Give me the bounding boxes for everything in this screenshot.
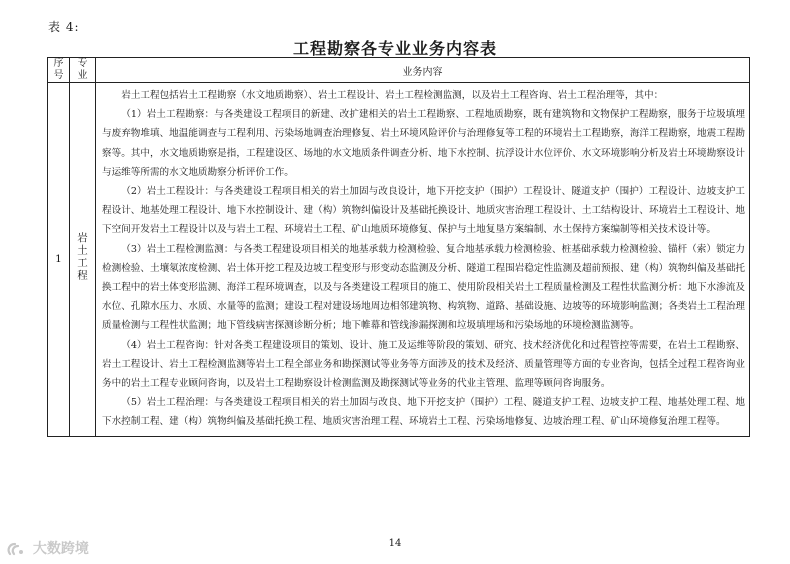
watermark-text: 大数跨境	[32, 541, 89, 557]
table-row	[48, 83, 750, 437]
content-paragraph-monitoring: （3）岩土工程检测监测：与各类工程建设项目相关的地基承载力检测检验、复合地基承载力检测检验、桩基础承载力检测检验、锚杆（索）锁定力检测检验、土壤氡浓度检测、岩土体开挖工程及边坡工程变形与形变动态监测及分析、隧道工程围岩稳定性监测及超前预报、建（构）筑物纠偏及基础托换工程中的岩土体变形监测、海洋工程环境调查，以及与各类建设工程项目的施工、使用阶段相关岩土工程质量检测及工程性状监测分析：地下水渗流及水位、孔隙水压力、水质、水量等的监测；建设工程对建设场地周边相邻建筑物、构筑物、道路、基础设施、边坡等的环境影响监测；各类岩土工程治理质量检测与工程性状监测；地下管线病害探测诊断分析；地下帷幕和管线渗漏探测和垃圾填埋场和污染场地的环境检测监测等。	[102, 243, 745, 332]
row-content-cell	[96, 83, 750, 437]
row-specialty-cell	[70, 83, 96, 437]
business-content-table	[47, 57, 750, 437]
header-specialty-label: 专业	[77, 58, 88, 81]
content-paragraph-survey: （1）岩土工程勘察：与各类建设工程项目的新建、改扩建相关的岩土工程勘察、工程地质勘察，既有建筑物和文物保护工程勘察，服务于垃圾填埋与废弃物堆填、地温能调查与工程利用、污染场地调查治理修复、岩土环境风险评价与治理修复等工程的环境岩土工程勘察，海洋工程勘察，地震工程勘察等。其中，水文地质勘察是指，工程建设区、场地的水文地质条件调查分析、地下水控制、抗浮设计水位评价、水文环境影响分析及岩土环境勘察设计与运维等所需的水文地质勘察分析评价工作。	[102, 109, 745, 178]
brand-logo-icon	[6, 541, 26, 557]
header-seq	[48, 58, 70, 83]
row-specialty-label: 岩土工程	[76, 232, 88, 283]
table-header-row	[48, 58, 750, 83]
content-paragraph-design: （2）岩土工程设计：与各类建设工程项目相关的岩土加固与改良设计，地下开挖支护（围护）工程设计、隧道支护（围护）工程设计、边坡支护工程设计、地基处理工程设计、地下水控制设计、建（构）筑物纠偏设计及基础托换设计、地质灾害治理工程设计、土工结构设计、环境岩土工程设计、地下空间开发岩土工程设计以及与岩土工程、环境岩土工程、矿山地质环境修复、保护与土地复垦方案编制、水土保持方案编制等相关技术设计等。	[102, 186, 745, 236]
page-number: 14	[388, 538, 402, 549]
row-seq-cell: 1	[48, 83, 70, 437]
table-label: 表 4:	[48, 20, 80, 34]
header-content: 业务内容	[96, 58, 750, 83]
content-paragraph-treatment: （5）岩土工程治理：与各类建设工程项目相关的岩土加固与改良、地下开挖支护（围护）工程、隧道支护工程、边坡支护工程、地基处理工程、地下水控制工程、建（构）筑物纠偏及基础托换工程、地质灾害治理工程、环境岩土工程、污染场地修复、边坡治理工程、矿山环境修复治理工程等。	[102, 397, 745, 428]
content-paragraph-intro: 岩土工程包括岩土工程勘察（水文地质勘察）、岩土工程设计、岩土工程检测监测，以及岩土工程咨询、岩土工程治理等，其中：	[121, 90, 664, 101]
content-paragraph-consulting: （4）岩土工程咨询：针对各类工程建设项目的策划、设计、施工及运维等阶段的策划、研究、技术经济优化和过程管控等需要，在岩土工程勘察、岩土工程设计、岩土工程检测监测等岩土工程全部业务和勘探测试等业务等方面涉及的技术及经济、质量管理等方面的专业咨询，包括全过程工程咨询业务中的岩土工程专业顾问咨询，以及岩土工程勘察设计检测监测及勘探测试等业务的代业主管理、监理等顾问咨询服务。	[102, 339, 745, 390]
page-title: 工程勘察各专业业务内容表	[292, 39, 497, 58]
watermark	[6, 538, 89, 558]
header-seq-label: 序号	[53, 58, 64, 81]
header-specialty	[70, 58, 96, 83]
